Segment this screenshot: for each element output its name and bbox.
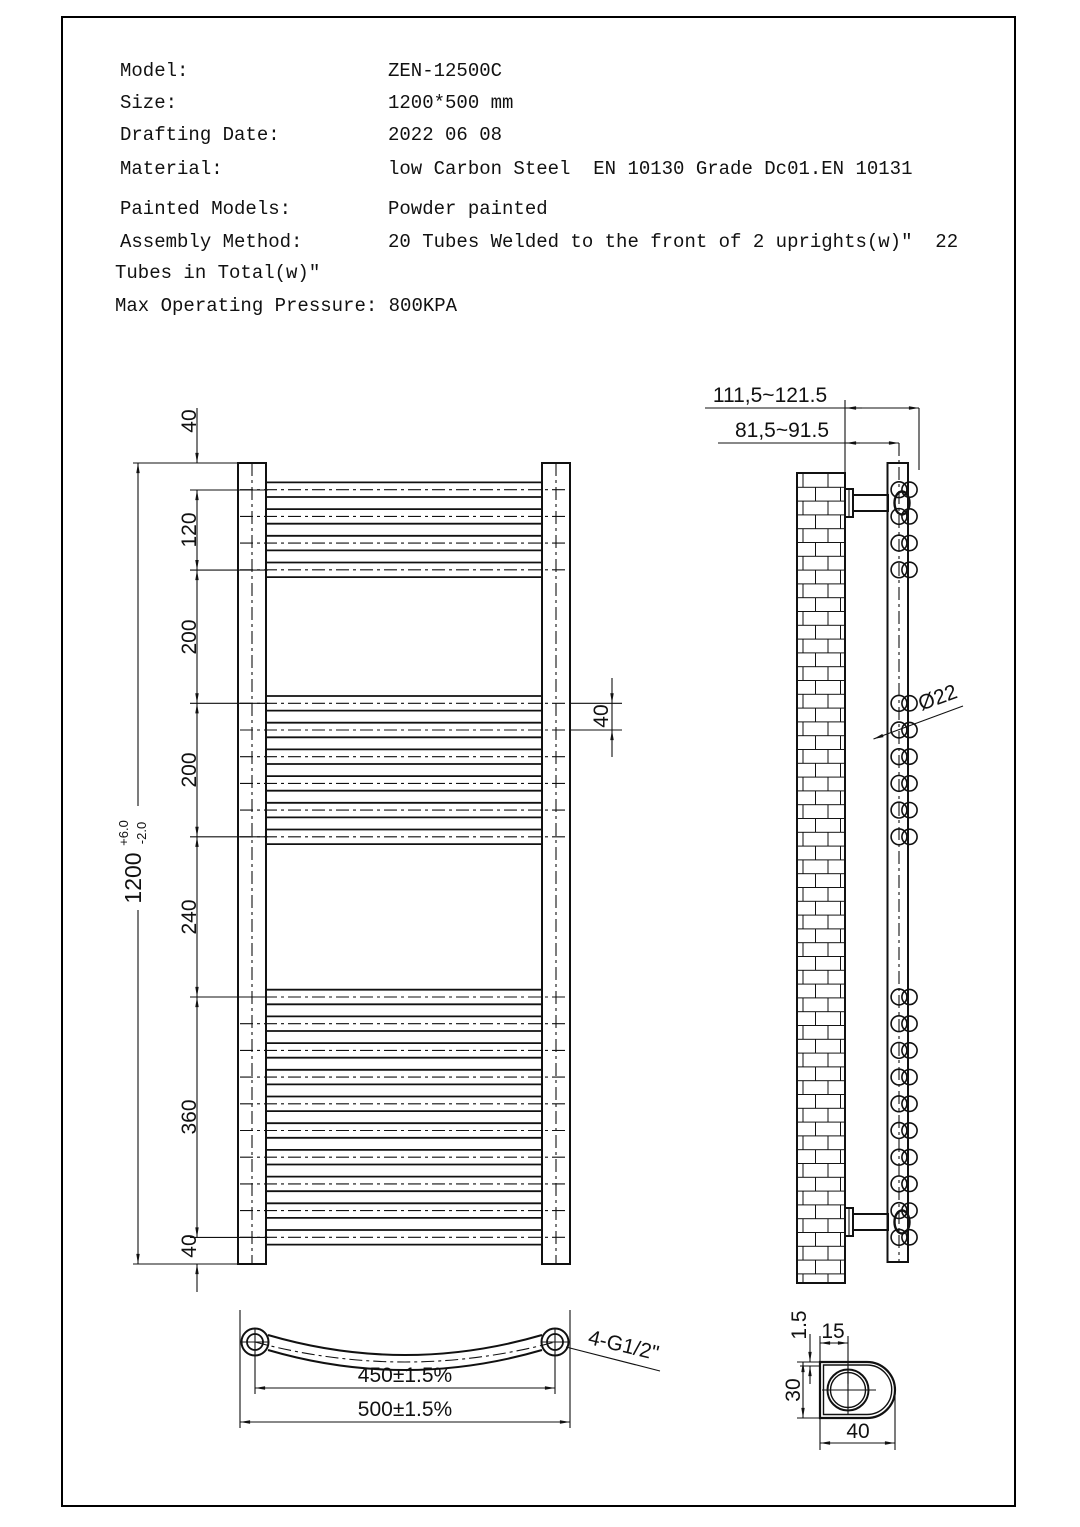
front-view: [108, 408, 622, 1292]
spec-value: Powder painted: [388, 198, 548, 220]
spec-label: Material:: [120, 158, 223, 180]
dim-connections: 4-G1/2": [585, 1326, 662, 1366]
spec-label: Size:: [120, 92, 178, 114]
dim-overall-tol-minus: -2.0: [134, 821, 149, 845]
top-bracket: [845, 489, 910, 517]
dim-gap-lower: 240: [178, 899, 201, 935]
dim-top-group: 120: [178, 512, 201, 548]
left-connection-eye: [242, 1329, 269, 1356]
wall-section: [797, 473, 845, 1283]
spec-value: 2022 06 08: [388, 124, 503, 146]
front-extension-lines: [190, 490, 268, 1237]
dim-gap-upper: 200: [178, 619, 201, 655]
dim-top-offset: 40: [178, 409, 201, 433]
dim-tube-diameter: Ø22: [915, 680, 961, 716]
dim-width: 40: [846, 1420, 870, 1443]
dim-overall-height: 1200: [120, 852, 146, 904]
dim-wall-to-front: 111,5~121.5: [712, 384, 828, 407]
spec-value: 20 Tubes Welded to the front of 2 uprights(w)" 22: [388, 231, 959, 253]
detail-view: [782, 1310, 895, 1450]
spec-label: Model:: [120, 60, 189, 82]
spec-pressure-label: Max Operating Pressure:: [115, 295, 378, 317]
side-view: [705, 384, 963, 1283]
dim-bottom-offset: 40: [178, 1234, 201, 1258]
dim-wall-to-axis: 81,5~91.5: [734, 419, 830, 442]
right-connection-eye: [542, 1329, 569, 1356]
spec-value: ZEN-12500C: [388, 60, 503, 82]
side-tube-sections: [891, 482, 917, 1245]
dim-tube-pitch: 40: [590, 704, 613, 728]
dim-overall-tol-plus: +6.0: [116, 820, 131, 846]
tube-top-edge: [268, 1335, 542, 1355]
bottom-view: [240, 1310, 661, 1428]
spec-continuation: Tubes in Total(w)": [115, 262, 321, 284]
spec-label: Painted Models:: [120, 198, 292, 220]
dim-mid-group: 200: [178, 752, 201, 788]
spec-value: low Carbon Steel EN 10130 Grade Dc01.EN 10131: [388, 158, 913, 180]
spec-pressure-value: 800KPA: [388, 295, 458, 317]
front-tubes: [240, 482, 568, 1244]
dim-depth: 30: [782, 1378, 805, 1402]
front-upright-centerlines: [252, 463, 556, 1264]
dim-overall-width: 500±1.5%: [357, 1398, 453, 1421]
side-upright: [888, 463, 909, 1262]
spec-label: Assembly Method:: [120, 231, 303, 253]
dim-bottom-group: 360: [178, 1099, 201, 1135]
bottom-bracket: [845, 1208, 910, 1236]
spec-value: 1200*500 mm: [388, 92, 514, 114]
dim-tube-centres: 450±1.5%: [357, 1364, 453, 1387]
dim-thickness: 1.5: [788, 1310, 811, 1340]
dim-hole-offset: 15: [821, 1320, 845, 1343]
spec-label: Drafting Date:: [120, 124, 280, 146]
